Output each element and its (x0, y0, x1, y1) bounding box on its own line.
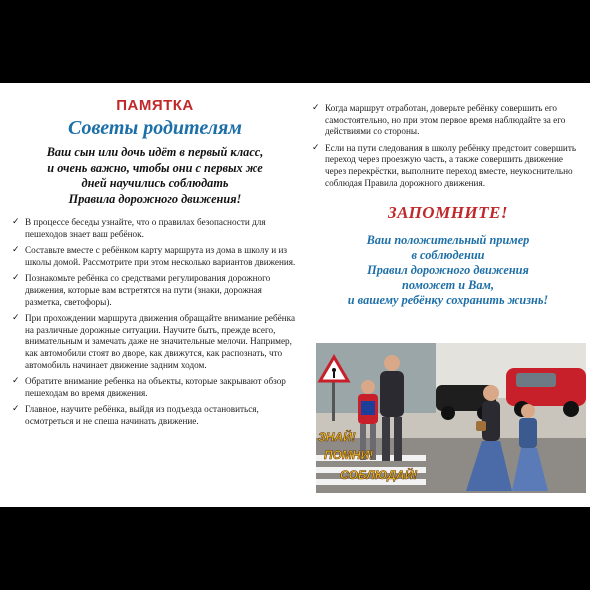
tip-item (312, 103, 584, 138)
memo-title: ПАМЯТКА (116, 97, 194, 114)
street-crossing-photo (316, 343, 586, 493)
right-column (312, 103, 584, 308)
slogan-line: ПОМНИ! (324, 448, 374, 462)
intro-line: дней научились соблюдать (81, 176, 229, 190)
slogan-line: СОБЛЮДАЙ! (340, 468, 418, 482)
intro-line: Ваш сын или дочь идёт в первый класс, (46, 145, 264, 159)
tip-item (12, 245, 298, 268)
check-icon: ✓ (12, 376, 20, 387)
tip-text: Если на пути следования в школу ребёнку предстоит совершить переход через проезжую часть, а также совершить движение через перекрёстки, выполните переход вместе, неукоснительно соблюдая Правила дорожного движения. (325, 142, 577, 188)
tip-item (12, 217, 298, 240)
remember-text (312, 233, 584, 308)
tip-text: Главное, научите ребёнка, выйдя из подъезда остановиться, осмотреться и не спеша начинать движение. (25, 404, 259, 426)
check-icon: ✓ (12, 273, 20, 284)
check-icon: ✓ (12, 245, 20, 256)
check-icon: ✓ (12, 217, 20, 227)
check-icon: ✓ (12, 313, 20, 324)
tip-item (12, 376, 298, 399)
tip-text: Обратите внимание ребенка на объекты, которые закрывают обзор пешеходам во время движения. (25, 376, 286, 398)
check-icon: ✓ (12, 404, 20, 415)
intro-line: и очень важно, чтобы они с первых же (47, 160, 263, 175)
remember-line: и вашему ребёнку сохранить жизнь! (347, 293, 549, 308)
remember-line: поможет и Вам, (401, 278, 495, 293)
remember-line: Правил дорожного движения (367, 263, 529, 278)
right-tips-list (312, 103, 584, 189)
tip-item (12, 273, 298, 308)
left-column (12, 97, 298, 433)
remember-line: Ваш положительный пример (366, 233, 530, 248)
slogan-line: ЗНАЙ! (318, 430, 356, 444)
left-tips-list (12, 217, 298, 428)
tip-text: При прохождении маршрута движения обращайте внимание ребёнка на различные дорожные ситуации. Научите быть, прежде всего, внимательным и замечать даже не значительные мелочи. Например, как автомобили стоят во дворе, как движутся, как распознать, что автомобиль начинает движение задним ходом. (25, 313, 296, 370)
memo-subtitle: Советы родителям (68, 117, 242, 139)
tip-text: Когда маршрут отработан, доверьте ребёнку совершить его самостоятельно, но при этом первое время наблюдайте за его действиями со стороны. (325, 103, 566, 137)
tip-item (12, 404, 298, 427)
tip-text: Составьте вместе с ребёнком карту маршрута из дома в школу и из школы домой. Рассмотрите при этом несколько вариантов движения. (25, 245, 296, 267)
check-icon: ✓ (312, 103, 320, 113)
memo-page (0, 83, 590, 507)
intro-line: Правила дорожного движения! (68, 191, 242, 206)
photo-illustration (316, 343, 586, 493)
tip-item (312, 143, 584, 189)
intro-text (12, 145, 298, 207)
tip-item (12, 313, 298, 371)
remember-line: в соблюдении (411, 248, 485, 263)
remember-heading: ЗАПОМНИТЕ! (388, 203, 508, 223)
tip-text: В процессе беседы узнайте, что о правилах безопасности для пешеходов знает ваш ребёнок. (25, 217, 266, 239)
check-icon: ✓ (312, 142, 320, 153)
tip-text: Познакомьте ребёнка со средствами регулирования дорожного движения, которые вам встретятся на пути (знаки, дорожная разметка, светофоры). (25, 273, 271, 307)
